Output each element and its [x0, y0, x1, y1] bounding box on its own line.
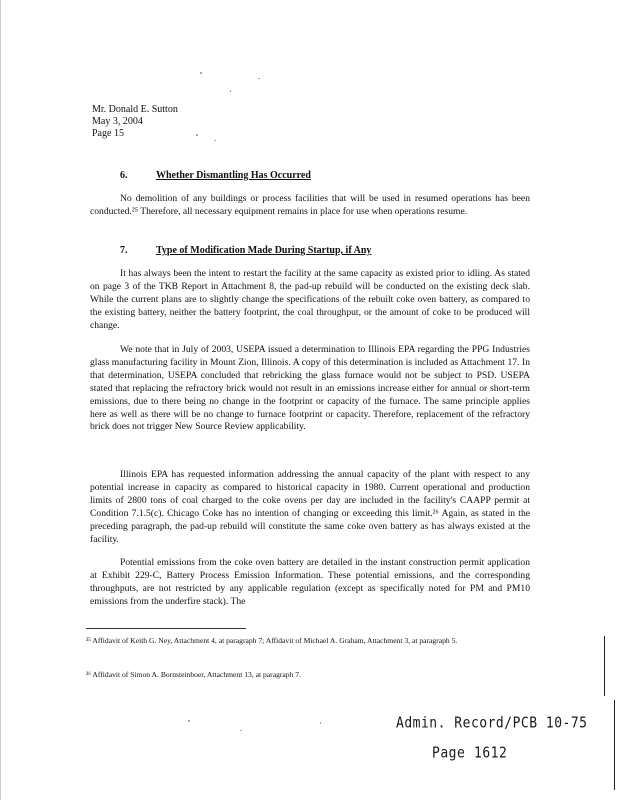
scan-speck	[196, 134, 198, 136]
section-heading: Whether Dismantling Has Occurred	[156, 170, 311, 181]
paragraph-text: It has always been the intent to restart the facility at the same capacity as existed prior to idling. As stated on page 3 of the TKB Report in Attachment 8, the pad-up rebuild will be conducted on the existing deck slab. While the current plans are to slightly change the specifications of the rebuilt coke oven battery, as compared to the existing battery, neither the battery footprint, the coal throughput, or the amount of coke to be produced will change.	[90, 268, 530, 331]
letter-header	[92, 104, 178, 140]
section-number: 7.	[120, 245, 128, 256]
stamp-page-number: 1612	[474, 744, 508, 763]
letter-date: May 3, 2004	[92, 116, 143, 127]
footnote: ²⁵ Affidavit of Keith G. Ney, Attachment 4, at paragraph 7; Affidavit of Michael A. Graham, Attachment 3, at paragraph 5.	[86, 636, 458, 645]
admin-record-stamp: Admin. Record/PCB 10-75	[396, 714, 588, 733]
section-heading: Type of Modification Made During Startup, if Any	[156, 245, 372, 256]
scan-speck	[230, 90, 231, 92]
scan-speck	[200, 72, 202, 74]
paragraph-text: Illinois EPA has requested information addressing the annual capacity of the plant with respect to any potential increase in capacity as compared to historical capacity in 1980. Current operational and production limits of 2800 tons of coal charged to the coke ovens per day are included in the facility's CAAPP permit at Condition 7.1.5(c). Chicago Coke has no intention of changing or exceeding this limit.²⁶ Again, as stated in the preceding paragraph, the pad-up rebuild will constitute the same coke oven battery as has always existed at the facility.	[90, 469, 530, 545]
paragraph	[90, 557, 530, 609]
scan-speck	[214, 140, 216, 141]
footnote: ²⁶ Affidavit of Simon A. Bornsteinboer, Attachment 13, at paragraph 7.	[86, 670, 301, 679]
section-number: 6.	[120, 170, 128, 181]
scan-edge-line	[604, 636, 605, 696]
page-number-header: Page 15	[92, 128, 124, 139]
paragraph	[90, 344, 530, 434]
paragraph	[90, 268, 530, 333]
stamp-page-label: Page	[432, 744, 466, 763]
scan-speck	[258, 78, 260, 79]
paragraph-text: Potential emissions from the coke oven battery are detailed in the instant construction permit application at Exhibit 229-C, Battery Process Emission Information. These potential emissions, and the corresponding throughputs, are not restricted by any applicable regulation (except as specifically noted for PM and PM10 emissions from the underfire stack). The	[90, 557, 530, 607]
scan-speck	[188, 720, 190, 722]
scan-speck	[320, 722, 321, 724]
paragraph-text: No demolition of any buildings or process facilities that will be used in resumed operations has been conducted.²⁵ Therefore, all necessary equipment remains in place for use when operations resume.	[90, 193, 530, 217]
paragraph-text: We note that in July of 2003, USEPA issued a determination to Illinois EPA regarding the PPG Industries glass manufacturing facility in Mount Zion, Illinois. A copy of this determination is included as Attachment 17. In that determination, USEPA concluded that rebricking the glass furnace would not be subject to PSD. USEPA stated that replacing the refractory brick would not result in an emissions increase either for annual or short-term emissions, due to there being no change in the footprint or capacity of the furnace. The same principle applies here as well as there will be no change to furnace footprint or capacity. Therefore, replacement of the refractory brick does not trigger New Source Review applicability.	[90, 344, 530, 433]
paragraph	[90, 193, 530, 219]
recipient-name: Mr. Donald E. Sutton	[92, 104, 178, 115]
scan-speck	[240, 730, 242, 731]
paragraph	[90, 469, 530, 546]
footnote-rule	[86, 628, 246, 629]
scan-edge-line	[0, 0, 1, 800]
scan-edge-line	[614, 700, 615, 790]
